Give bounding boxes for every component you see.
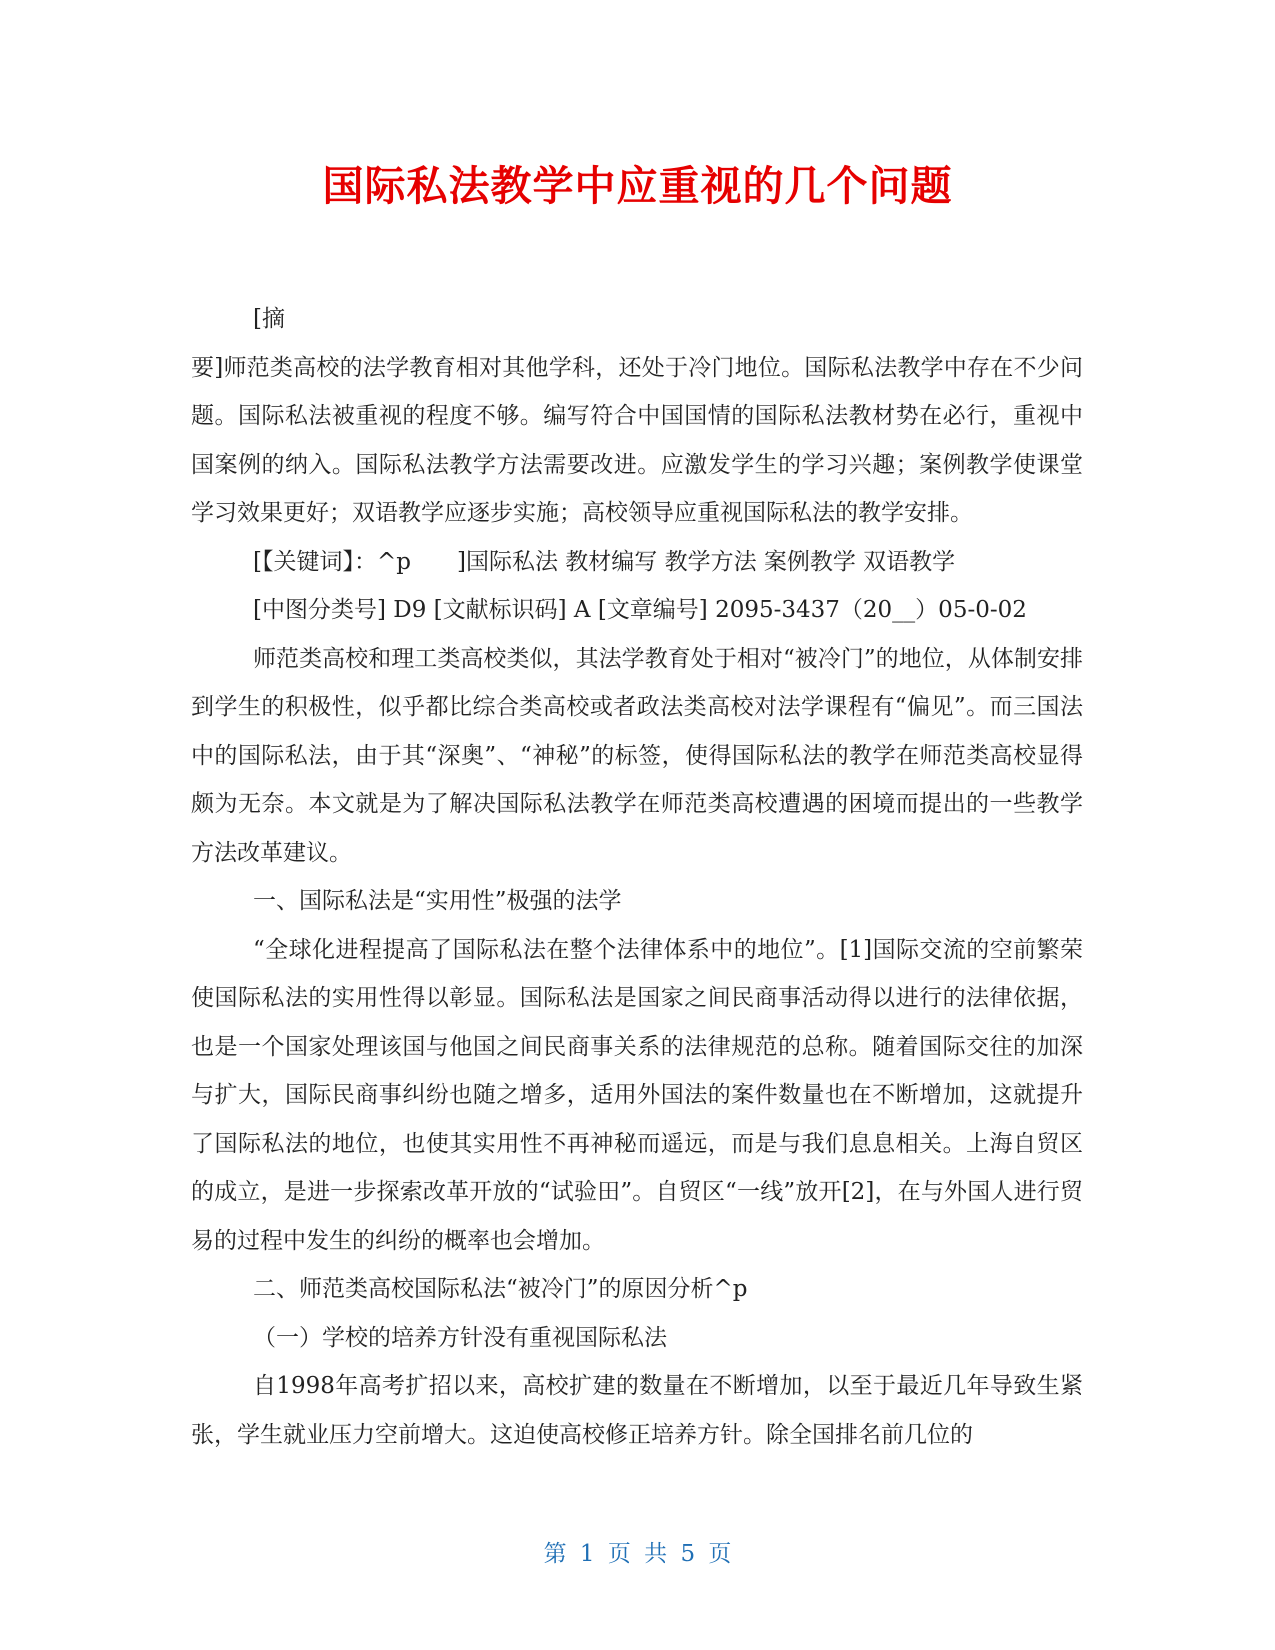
abstract-heading: [摘 [253, 306, 285, 332]
classification-line: [中图分类号] D9 [文献标识码] A [文章编号] 2095-3437（20__）05-0-02 [253, 597, 1027, 623]
paragraph-intro: 师范类高校和理工类高校类似，其法学教育处于相对“被冷门”的地位，从体制安排到学生的积极性，似乎都比综合类高校或者政法类高校对法学课程有“偏见”。而三国法中的国际私法，由于其“深奥”、“神秘”的标签，使得国际私法的教学在师范类高校显得颇为无奈。本文就是为了解决国际私法教学在师范类高校遭遇的困境而提出的一些教学方法改革建议。 [191, 645, 1083, 866]
abstract-text: 要]师范类高校的法学教育相对其他学科，还处于冷门地位。国际私法教学中存在不少问题。国际私法被重视的程度不够。编写符合中国国情的国际私法教材势在必行，重视中国案例的纳入。国际私法教学方法需要改进。应激发学生的学习兴趣；案例教学使课堂学习效果更好；双语教学应逐步实施；高校领导应重视国际私法的教学安排。 [191, 354, 1083, 526]
page-number-footer: 第 1 页 共 5 页 [543, 1541, 732, 1567]
document-body [191, 295, 1083, 1459]
paragraph-enrollment: 自1998年高考扩招以来，高校扩建的数量在不断增加，以至于最近几年导致生紧张，学生就业压力空前增大。这迫使高校修正培养方针。除全国排名前几位的 [191, 1373, 1083, 1448]
subsection-heading-1: （一）学校的培养方针没有重视国际私法 [253, 1324, 667, 1351]
document-title: 国际私法教学中应重视的几个问题 [322, 162, 953, 210]
paragraph-globalization: “全球化进程提高了国际私法在整个法律体系中的地位”。[1]国际交流的空前繁荣使国际私法的实用性得以彰显。国际私法是国家之间民商事活动得以进行的法律依据，也是一个国家处理该国与他国之间民商事关系的法律规范的总称。随着国际交往的加深与扩大，国际民商事纠纷也随之增多，适用外国法的案件数量也在不断增加，这就提升了国际私法的地位，也使其实用性不再神秘而遥远，而是与我们息息相关。上海自贸区的成立，是进一步探索改革开放的“试验田”。自贸区“一线”放开[2]，在与外国人进行贸易的过程中发生的纠纷的概率也会增加。 [191, 936, 1083, 1254]
section-heading-1: 一、国际私法是“实用性”极强的法学 [253, 888, 622, 914]
section-heading-2: 二、师范类高校国际私法“被冷门”的原因分析^p [253, 1276, 748, 1302]
keywords-line: [【关键词】：^p ]国际私法 教材编写 教学方法 案例教学 双语教学 [253, 548, 956, 575]
